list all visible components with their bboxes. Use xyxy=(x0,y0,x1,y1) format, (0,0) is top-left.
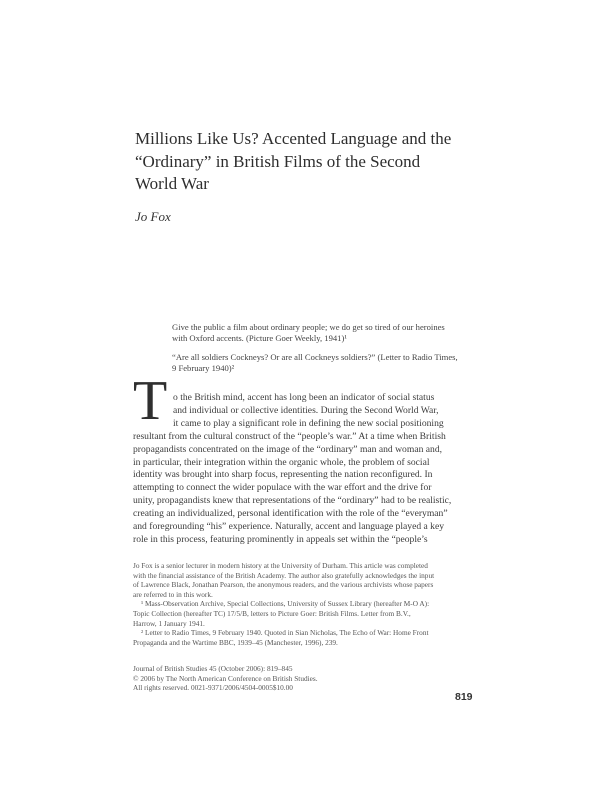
publication-line: © 2006 by The North American Conference on British Studies. xyxy=(133,673,318,683)
body-line: role in this process, featuring prominently in appeals set within the “people’s xyxy=(133,533,428,545)
epigraph-2 xyxy=(172,352,472,375)
body-line: and foregrounding “his” experience. Naturally, accent and language played a key xyxy=(133,521,445,533)
footnote-line: Topic Collection (hereafter TC) 17/5/B, letters to Picture Goer: British Films. Letter from B.V., xyxy=(133,608,411,618)
publication-line: Journal of British Studies 45 (October 2006): 819–845 xyxy=(133,664,293,673)
body-line: propagandists concentrated on the image of the “ordinary” man and woman and, xyxy=(133,443,443,455)
body-line: unity, propagandists knew that representations of the “ordinary” had to be realistic, xyxy=(133,495,452,507)
body-line: in particular, their integration within the organic whole, the problem of social xyxy=(133,456,430,468)
epigraph-line: with Oxford accents. (Picture Goer Weekly, 1941)¹ xyxy=(172,333,347,344)
epigraph-line: “Are all soldiers Cockneys? Or are all Cockneys soldiers?” (Letter to Radio Times, xyxy=(172,352,458,362)
article-title xyxy=(135,128,495,196)
epigraph-line: 9 February 1940)² xyxy=(172,363,235,374)
footnote-line: ² Letter to Radio Times, 9 February 1940. Quoted in Sian Nicholas, The Echo of War: Home Front xyxy=(141,628,429,638)
body-line: creating an individualized, personal identification with the role of the “everyman” xyxy=(133,508,448,520)
title-line: Millions Like Us? Accented Language and the xyxy=(135,129,452,148)
author-note-line: Jo Fox is a senior lecturer in modern history at the University of Durham. This article was completed xyxy=(133,561,428,570)
author-note-line: with the financial assistance of the British Academy. The author also gratefully acknowledges the input xyxy=(133,570,435,580)
title-line: World War xyxy=(135,174,209,193)
author-note-line: of Lawrence Black, Jonathan Pearson, the anonymous readers, and the various archivists whose papers xyxy=(133,580,434,590)
body-line: identity was brought into sharp focus, representing the nation reconfigured. In xyxy=(133,469,433,481)
author-name: Jo Fox xyxy=(135,209,171,224)
body-line: attempting to connect the wider populace with the war effort and the drive for xyxy=(133,482,432,494)
body-line: it came to play a significant role in defining the new social positioning xyxy=(173,417,444,429)
footnotes xyxy=(133,561,478,647)
body-line: and individual or collective identities. During the Second World War, xyxy=(173,404,439,416)
drop-cap: T xyxy=(133,370,168,432)
body-line: resultant from the cultural construct of the “people’s war.” At a time when British xyxy=(133,430,446,442)
page-number: 819 xyxy=(455,691,473,703)
publication-info xyxy=(133,664,478,693)
title-line: “Ordinary” in British Films of the Second xyxy=(135,151,421,171)
footnote-line: Harrow, 1 January 1941. xyxy=(133,618,205,628)
body-text xyxy=(133,392,478,547)
author-note-line: are referred to in this work. xyxy=(133,589,213,599)
epigraph-line: Give the public a film about ordinary people; we do get so tired of our heroines xyxy=(172,322,445,332)
epigraph-1 xyxy=(172,322,472,345)
footnote-line: ¹ Mass-Observation Archive, Special Collections, University of Sussex Library (hereafter M-O A): xyxy=(141,599,430,609)
publication-line: All rights reserved. 0021-9371/2006/4504-0005$10.00 xyxy=(133,683,293,693)
footnote-line: Propaganda and the Wartime BBC, 1939–45 (Manchester, 1996), 239. xyxy=(133,637,338,647)
body-line: o the British mind, accent has long been an indicator of social status xyxy=(173,392,435,403)
